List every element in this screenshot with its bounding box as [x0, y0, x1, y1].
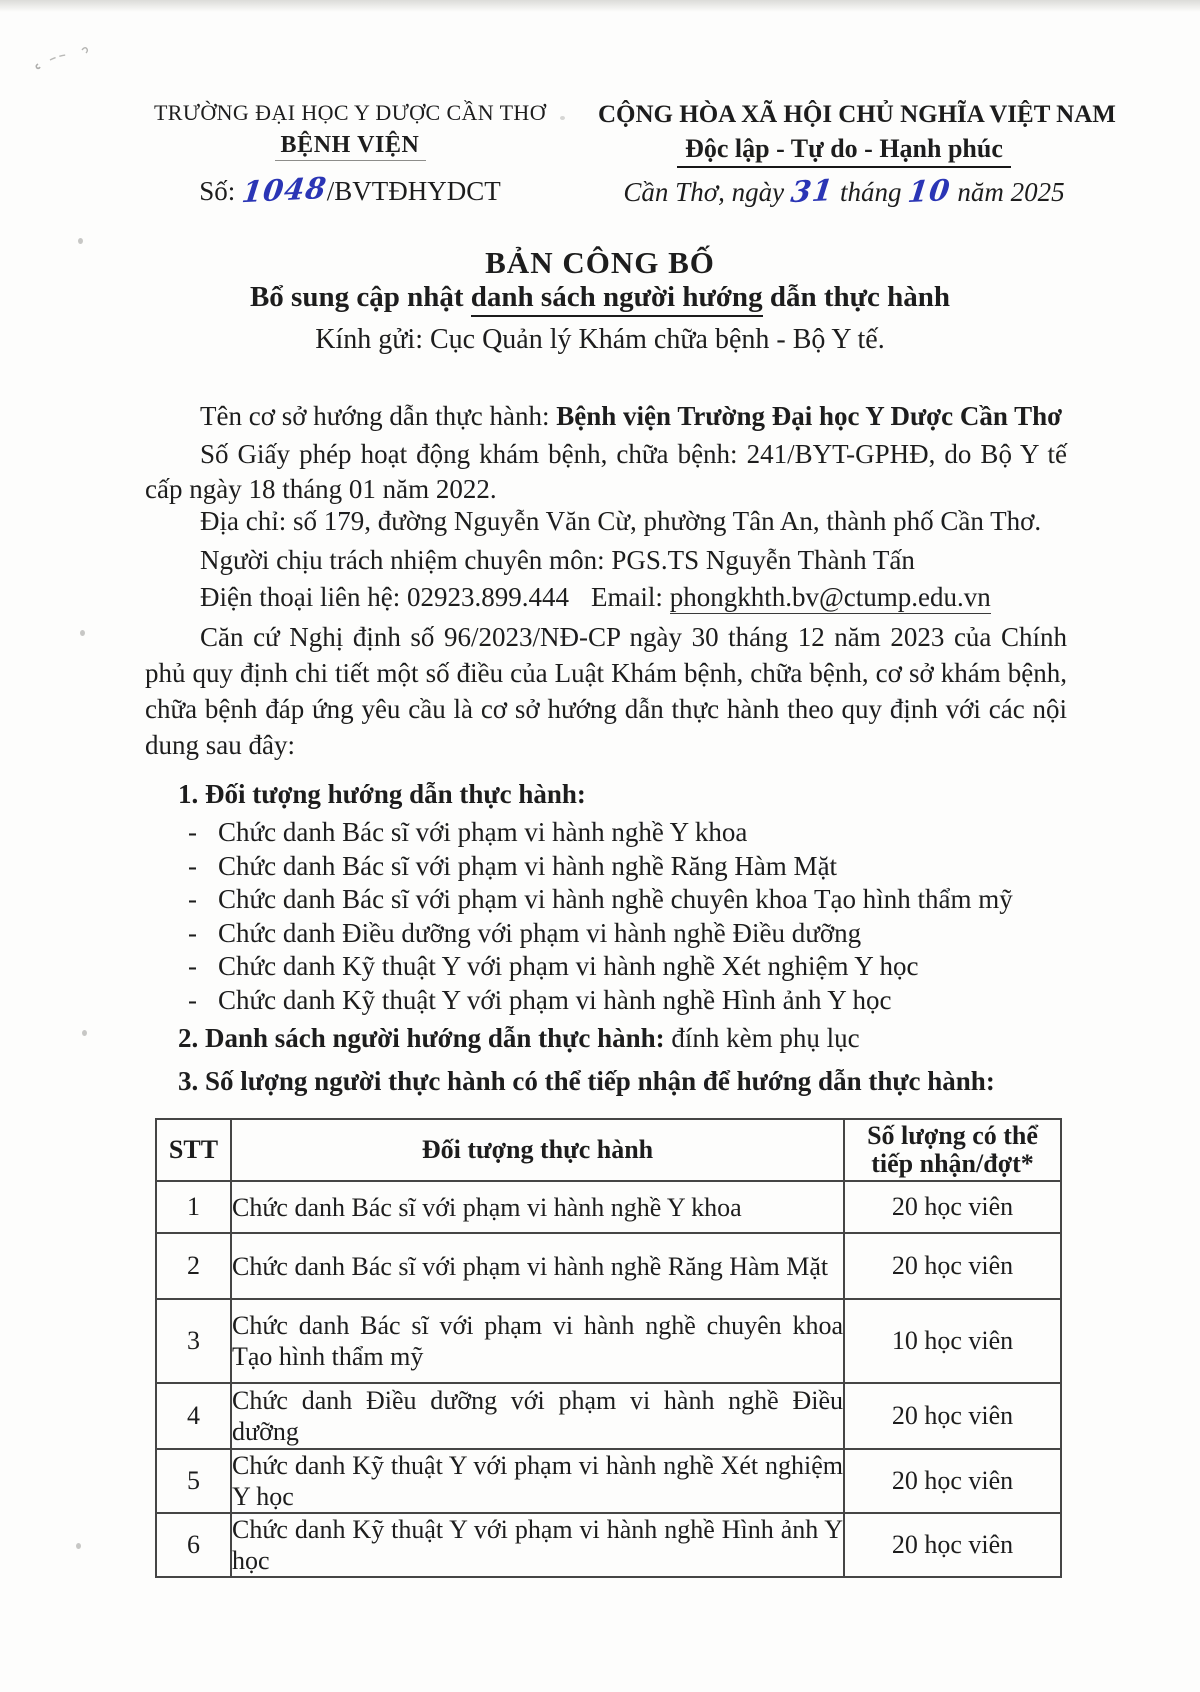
- phone-text: Điện thoại liên hệ: 02923.899.444: [200, 582, 569, 612]
- row-quantity: 20 học viên: [844, 1181, 1061, 1233]
- issuer-org-name: TRƯỜNG ĐẠI HỌC Y DƯỢC CẦN THƠ: [153, 100, 547, 125]
- list-item-text: Chức danh Bác sĩ với phạm vi hành nghề Răng Hàm Mặt: [218, 850, 838, 881]
- issuer-unit-text: BỆNH VIỆN: [275, 132, 426, 161]
- section-2-heading: 2. Danh sách người hướng dẫn thực hành:: [178, 1023, 665, 1053]
- table-row: [156, 1449, 1061, 1513]
- list-item: [188, 950, 1068, 984]
- email-address: phongkhth.bv@ctump.edu.vn: [669, 582, 991, 612]
- list-item-text: Chức danh Bác sĩ với phạm vi hành nghề chuyên khoa Tạo hình thẩm mỹ: [218, 884, 1013, 914]
- list-item-text: Chức danh Kỹ thuật Y với phạm vi hành nghề Xét nghiệm Y học: [218, 951, 919, 981]
- column-header-subject: Đối tượng thực hành: [231, 1119, 844, 1181]
- column-header-quantity: Số lượng có thể tiếp nhận/đợt*: [844, 1119, 1061, 1181]
- scan-speck: [82, 1030, 87, 1036]
- section-1-bullet-list: [188, 816, 1068, 1017]
- row-subject: Chức danh Điều dưỡng với phạm vi hành nghề Điều dưỡng: [231, 1383, 844, 1449]
- bullet-dash: -: [188, 850, 197, 881]
- pencil-scribble-artifact: [30, 44, 110, 74]
- subtitle-pre: Bổ sung cập nhật: [249, 281, 471, 313]
- row-number: 3: [156, 1299, 231, 1383]
- day-handwritten: 31: [788, 172, 836, 210]
- email-label: Email:: [590, 582, 670, 612]
- place-date-post: năm 2025: [950, 177, 1065, 207]
- list-item-text: Chức danh Bác sĩ với phạm vi hành nghề Y khoa: [218, 817, 748, 847]
- row-number: 5: [156, 1449, 231, 1513]
- document-title: BẢN CÔNG BỐ: [485, 245, 715, 280]
- list-item: [188, 984, 1068, 1018]
- legal-basis-paragraph: Căn cứ Nghị định số 96/2023/NĐ-CP ngày 30 tháng 12 năm 2023 của Chính phủ quy định chi tiết một số điều của Luật Khám bệnh, chữa bệnh, cơ sở khám bệnh, chữa bệnh đáp ứng yêu cầu là cơ sở hướng dẫn thực hành theo quy định với các nội dung sau đây:: [145, 622, 1067, 760]
- place-date-mid: tháng: [833, 177, 909, 207]
- list-item-text: Chức danh Kỹ thuật Y với phạm vi hành nghề Hình ảnh Y học: [218, 984, 892, 1015]
- responsible-person-paragraph: Người chịu trách nhiệm chuyên môn: PGS.TS Nguyễn Thành Tấn: [200, 545, 915, 575]
- scan-speck: [76, 1543, 81, 1549]
- document-number-line: [130, 170, 570, 210]
- bullet-dash: -: [188, 984, 197, 1015]
- row-subject: Chức danh Bác sĩ với phạm vi hành nghề chuyên khoa Tạo hình thẩm mỹ: [231, 1299, 844, 1383]
- column-header-stt: STT: [156, 1119, 231, 1181]
- subtitle-underlined: danh sách người hướng: [471, 281, 763, 317]
- national-header-block: [598, 101, 1116, 210]
- place-date-pre: Cần Thơ, ngày: [623, 177, 791, 207]
- document-subtitle: [0, 281, 1200, 314]
- section-1-heading: 1. Đối tượng hướng dẫn thực hành:: [178, 779, 586, 809]
- subtitle-post: dẫn thực hành: [762, 281, 951, 313]
- row-subject: Chức danh Kỹ thuật Y với phạm vi hành nghề Hình ảnh Y học: [232, 1515, 843, 1575]
- national-motto: [598, 134, 1090, 164]
- list-item: [188, 816, 1068, 850]
- row-quantity: 20 học viên: [844, 1449, 1061, 1513]
- list-item: [188, 850, 1068, 884]
- table-row: [156, 1299, 1061, 1383]
- table-row: [156, 1383, 1061, 1449]
- document-number-suffix: /BVTĐHYDCT: [326, 176, 501, 206]
- row-subject: Chức danh Kỹ thuật Y với phạm vi hành nghề Xét nghiệm Y học: [232, 1451, 843, 1511]
- section-2-value: đính kèm phụ lục: [664, 1023, 860, 1053]
- document-number-prefix: Số:: [199, 176, 243, 206]
- scan-speck: [80, 630, 85, 636]
- facility-label: Tên cơ sở hướng dẫn thực hành:: [200, 401, 557, 431]
- row-number: 4: [156, 1383, 231, 1449]
- row-subject: Chức danh Bác sĩ với phạm vi hành nghề Răng Hàm Mặt: [231, 1233, 844, 1299]
- scan-speck: [78, 238, 83, 244]
- list-item: [188, 883, 1068, 917]
- row-number: 1: [156, 1181, 231, 1233]
- place-date-line: [598, 172, 1090, 210]
- bullet-dash: -: [188, 884, 197, 914]
- national-motto-text: Độc lập - Tự do - Hạnh phúc: [677, 134, 1011, 168]
- facility-name-paragraph: [145, 399, 1067, 434]
- national-title: CỘNG HÒA XÃ HỘI CHỦ NGHĨA VIỆT NAM: [598, 101, 1116, 128]
- section-3-heading: 3. Số lượng người thực hành có thể tiếp nhận để hướng dẫn thực hành:: [178, 1066, 995, 1096]
- row-number: 6: [156, 1513, 231, 1577]
- issuer-header-block: [130, 100, 570, 210]
- row-subject: Chức danh Bác sĩ với phạm vi hành nghề Y khoa: [231, 1181, 844, 1233]
- bullet-dash: -: [188, 917, 197, 948]
- list-item: [188, 917, 1068, 951]
- row-number: 2: [156, 1233, 231, 1299]
- document-number-handwritten: 1048: [240, 170, 329, 210]
- capacity-table: [155, 1118, 1062, 1578]
- table-row: [156, 1181, 1061, 1233]
- salutation-line: Kính gửi: Cục Quản lý Khám chữa bệnh - Bộ Y tế.: [315, 324, 885, 355]
- bullet-dash: -: [188, 951, 197, 981]
- contact-paragraph: [145, 580, 1067, 615]
- row-quantity: 10 học viên: [844, 1299, 1061, 1383]
- month-handwritten: 10: [906, 172, 953, 210]
- table-row: [156, 1233, 1061, 1299]
- address-paragraph: Địa chỉ: số 179, đường Nguyễn Văn Cừ, phường Tân An, thành phố Cần Thơ.: [200, 506, 1042, 536]
- row-quantity: 20 học viên: [844, 1513, 1061, 1577]
- row-quantity: 20 học viên: [844, 1233, 1061, 1299]
- table-row: [156, 1513, 1061, 1577]
- bullet-dash: -: [188, 817, 197, 847]
- row-quantity: 20 học viên: [844, 1383, 1061, 1449]
- issuer-unit-name: [130, 132, 570, 159]
- license-paragraph: Số Giấy phép hoạt động khám bệnh, chữa bệnh: 241/BYT-GPHĐ, do Bộ Y tế cấp ngày 18 tháng 01 năm 2022.: [145, 439, 1067, 504]
- section-2-line: [178, 1023, 1068, 1054]
- table-header-row: [156, 1119, 1061, 1181]
- list-item-text: Chức danh Điều dưỡng với phạm vi hành nghề Điều dưỡng: [218, 917, 862, 948]
- scan-edge-artifact: [0, 0, 1200, 12]
- facility-name: Bệnh viện Trường Đại học Y Dược Cần Thơ: [556, 401, 1063, 431]
